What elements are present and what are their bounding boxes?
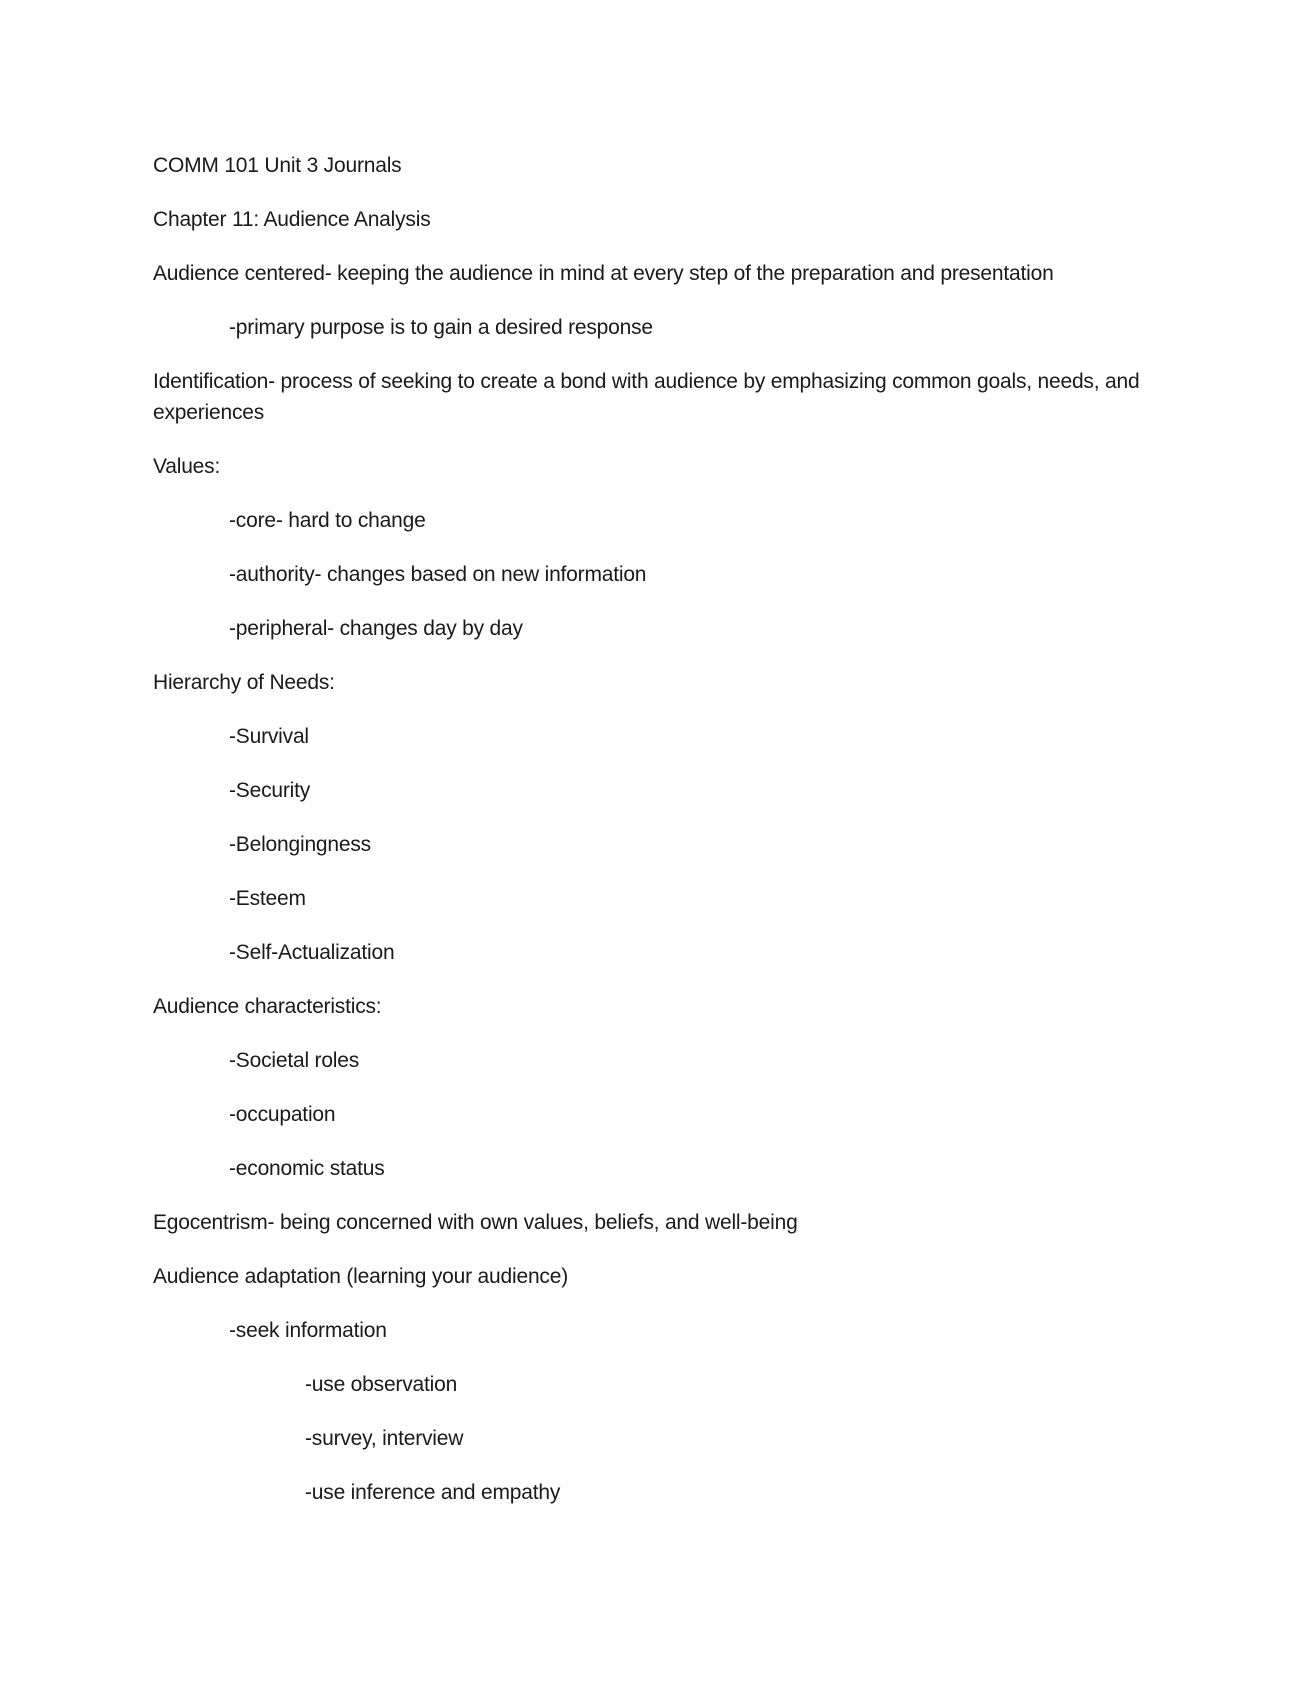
list-item: -Belongingness — [229, 833, 371, 856]
list-item: -Societal roles — [229, 1049, 360, 1072]
list-item: -peripheral- changes day by day — [229, 617, 523, 640]
document-body — [153, 150, 1143, 1531]
chapter-heading: Chapter 11: Audience Analysis — [153, 208, 431, 231]
list-item: -authority- changes based on new information — [229, 563, 647, 586]
list-item: -Esteem — [229, 887, 306, 910]
list-item: -core- hard to change — [229, 509, 426, 532]
list-item: -Survival — [229, 725, 309, 748]
list-item: -occupation — [229, 1103, 336, 1126]
section-heading-hierarchy: Hierarchy of Needs: — [153, 671, 335, 694]
definition-identification: Identification- process of seeking to create a bond with audience by emphasizing common goals, needs, and experiences — [153, 370, 1140, 424]
list-item: -economic status — [229, 1157, 385, 1180]
section-heading-adaptation: Audience adaptation (learning your audience) — [153, 1265, 568, 1288]
sub-list-item: -use observation — [305, 1373, 458, 1396]
list-item: -primary purpose is to gain a desired response — [229, 316, 653, 339]
definition-egocentrism: Egocentrism- being concerned with own values, beliefs, and well-being — [153, 1211, 798, 1234]
list-item: -seek information — [229, 1319, 387, 1342]
sub-list-item: -use inference and empathy — [305, 1481, 561, 1504]
document-title: COMM 101 Unit 3 Journals — [153, 154, 402, 177]
list-item: -Security — [229, 779, 311, 802]
list-item: -Self-Actualization — [229, 941, 395, 964]
sub-list-item: -survey, interview — [305, 1427, 464, 1450]
section-heading-characteristics: Audience characteristics: — [153, 995, 382, 1018]
definition-audience-centered: Audience centered- keeping the audience in mind at every step of the preparation and presentation — [153, 262, 1054, 285]
section-heading-values: Values: — [153, 455, 221, 478]
